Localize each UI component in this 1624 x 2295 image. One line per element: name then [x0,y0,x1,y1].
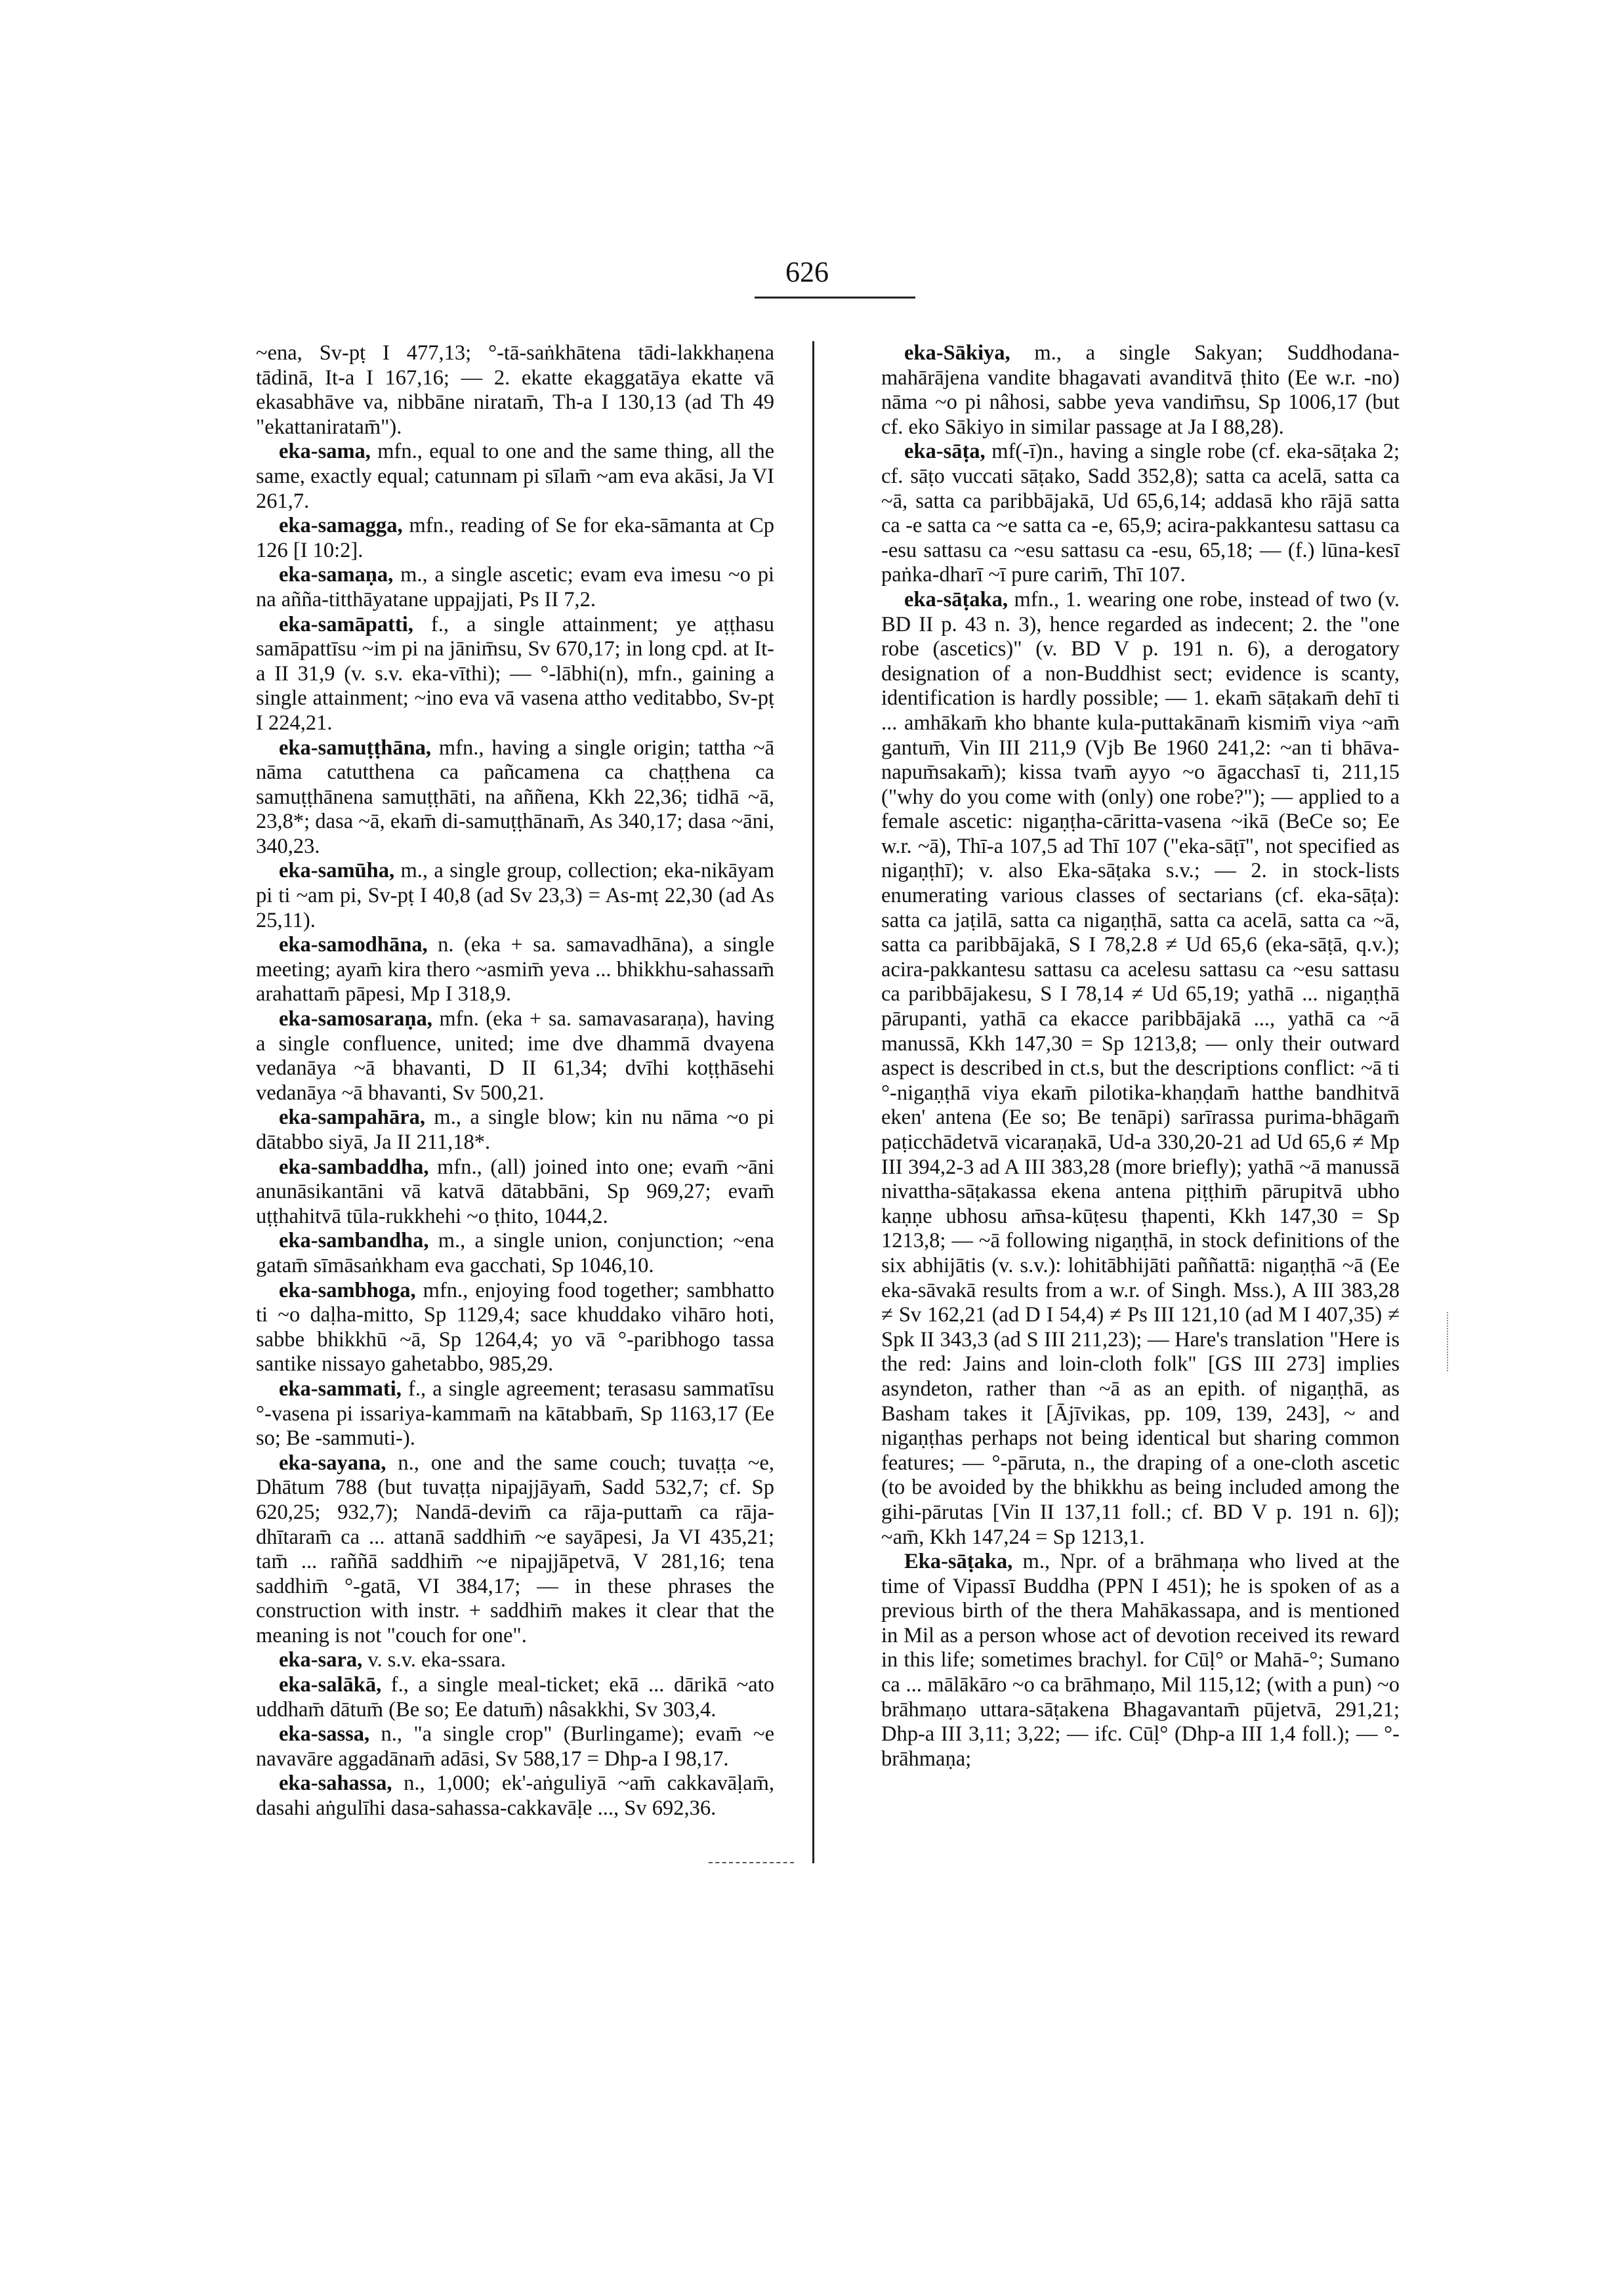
entry-text: n., 1,000; ek'-aṅguliyā ~am̄ cakkavāḷam̄, dasahi aṅgulīhi dasa-sahassa-cakkavāḷe ..., Sv 692,36. [256,1771,774,1821]
dictionary-entry [256,933,774,1007]
entry-text: mfn., reading of Se for eka-sāmanta at Cp 126 [I 10:2]. [256,514,774,562]
entry-text: f., a single agreement; terasasu sammatīsu °-vasena pi issariya-kammam̄ na kātabbam̄, Sp 1163,17 (Ee so; Be -sammuti-). [256,1376,774,1451]
dictionary-entry [881,1550,1400,1771]
dictionary-entry [256,1377,774,1451]
entry-text: ~ena, Sv-pṭ I 477,13; °-tā-saṅkhātena tādi-lakkhaṇena tādinā, It-a I 167,16; — 2. ekatte ekaggatāya ekatte vā ekasabhāve va, nibbāne niratam̄, Th-a I 130,13 (ad Th 49 "ekattaniratam̄"). [256,341,774,439]
entry-headword: eka-sama, [279,440,371,464]
entry-headword: eka-Sākiya, [904,341,1010,365]
scan-edge-mark [1447,1312,1448,1371]
entry-headword: eka-sammati, [279,1376,402,1401]
entry-text: n. (eka + sa. samavadhāna), a single meeting; ayam̄ kira thero ~asmim̄ yeva ... bhikkhu-sahassam̄ arahattam̄ pāpesi, Mp I 318,9. [256,933,774,1006]
dictionary-entry [256,341,774,440]
entry-text: n., "a single crop" (Burlingame); evam̄ ~e navavāre aggadānam̄ adāsi, Sv 588,17 = Dhp-a I 98,17. [256,1722,774,1771]
entry-text: mfn., enjoying food together; sambhatto ti ~o daḷha-mitto, Sp 1129,4; sace khuddako vihāro hoti, sabbe bhikkhū ~ā, Sp 1264,4; yo vā °-paribhogo tassa santike nissayo gahetabbo, 985,29. [256,1278,774,1376]
entry-text: f., a single attainment; ye aṭṭhasu samāpattīsu ~im pi na jānim̄su, Sv 670,17; in long cpd. at It-a II 31,9 (v. s.v. eka-vīthi); — °-lābhi(n), mfn., gaining a single attainment; ~ino eva vā vasena attho veditabbo, Sv-pṭ I 224,21. [256,612,774,735]
scan-mark [709,1862,794,1863]
entry-headword: eka-samāpatti, [279,612,413,636]
entry-headword: eka-sāṭaka, [904,587,1008,611]
dictionary-entry [256,1673,774,1722]
entry-headword: eka-salākā, [279,1673,382,1697]
entry-headword: eka-sassa, [279,1722,370,1747]
entry-headword: eka-samagga, [279,514,403,538]
dictionary-entry [256,1007,774,1106]
dictionary-entry [256,1155,774,1230]
entry-text: mfn., equal to one and the same thing, all the same, exactly equal; catunnam pi sīlam̄ ~am eva akāsi, Ja VI 261,7. [256,440,774,513]
entry-text: m., a single blow; kin nu nāma ~o pi dātabbo siyā, Ja II 211,18*. [256,1106,774,1154]
left-column [256,341,774,1821]
entry-headword: eka-samūha, [279,859,395,883]
entry-headword: eka-samaṇa, [279,563,394,587]
dictionary-entry [256,514,774,563]
entry-text: f., a single meal-ticket; ekā ... dārikā ~ato uddham̄ dātum̄ (Be so; Ee datum̄) nâsakkhi, Sv 303,4. [256,1673,774,1722]
dictionary-entry [256,563,774,612]
entry-text: mfn., having a single origin; tattha ~ā nāma catutthena ca pañcamena ca chaṭṭhena ca samuṭṭhānena samuṭṭhāti, na aññena, Kkh 22,36; tidhā ~ā, 23,8*; dasa ~ā, ekam̄ di-samuṭṭhānam̄, As 340,17; dasa ~āni, 340,23. [256,735,774,858]
entry-text: mfn., 1. wearing one robe, instead of two (v. BD II p. 43 n. 3), hence regarded as indecent; 2. the "one robe (ascetics)" (v. BD V p. 191 n. 6), a derogatory designation of a non-Buddhist sect; evidence is scanty, identification is hardly possible; — 1. ekam̄ sāṭakam̄ dehī ti ... amhākam̄ kho bhante kula-puttakānam̄ kismim̄ viya ~am̄ gantum̄, Vin III 211,9 (Vjb Be 1960 241,2: ~an ti bhāva-napum̄sakam̄); kissa tvam̄ ayyo ~o āgacchasī ti, 211,15 ("why do you come with (only) one robe?"); — applied to a female ascetic: nigaṇṭha-cāritta-vasena ~ikā (BeCe so; Ee w.r. ~ā), Thī-a 107,5 ad Thī 107 ("eka-sāṭī", not specified as nigaṇṭhī); v. also Eka-sāṭaka s.v.; — 2. in stock-lists enumerating various classes of sectarians (cf. eka-sāṭa): satta ca jaṭilā, satta ca nigaṇṭhā, satta ca acelā, satta ca ~ā, satta ca paribbājakā, S I 78,2.8 ≠ Ud 65,6 (eka-sāṭā, q.v.); acira-pakkantesu sattasu ca acelesu sattasu ca ~esu sattasu ca paribbājakesu, S I 78,14 ≠ Ud 65,19; yathā ... nigaṇṭhā pārupanti, yathā ca ekacce paribbājakā ..., yathā ca ~ā manussā, Kkh 147,30 = Sp 1213,8; — only their outward aspect is described in ct.s, but the descriptions conflict: ~ā ti °-nigaṇṭhā viya ekam̄ pilotika-khaṇḍam̄ hatthe bandhitvā eken' antena (Ee so; Be tenāpi) sarīrassa purima-bhāgam̄ paṭicchādetvā vicaraṇakā, Ud-a 330,20-21 ad Ud 65,6 ≠ Mp III 394,2-3 ad A III 383,28 (more briefly); yathā ~ā manussā nivattha-sāṭakassa ekena antena piṭṭhim̄ pārupitvā ubho kaṇṇe ubhosu am̄sa-kūṭesu ṭhapenti, Kkh 147,30 = Sp 1213,8; — ~ā following nigaṇṭhā, in stock definitions of the six abhijātis (v. s.v.): lohitābhijāti paññattā: nigaṇṭhā ~ā (Ee eka-sāvakā results from a w.r. of Singh. Mss.), A III 383,28 ≠ Sv 162,21 (ad D I 54,4) ≠ Ps III 121,10 (ad M I 407,35) ≠ Spk II 343,3 (ad S III 211,23); — Hare's translation "Here is the red: Jains and loin-cloth folk" [GS III 273] implies asyndeton, rather than ~ā as an epith. of nigaṇṭhā, as Basham takes it [Ājīvikas, pp. 109, 139, 243], ~ and nigaṇṭhas perhaps not being identical but sharing common features; — °-pāruta, n., the draping of a one-cloth ascetic (to be avoided by the bhikkhu as being included among the gihi-pārutas [Vin II 137,11 foll.; cf. BD V p. 191 n. 6]); ~am̄, Kkh 147,24 = Sp 1213,1. [881,587,1400,1549]
entry-headword: eka-sambaddha, [279,1155,429,1179]
dictionary-entry [256,1106,774,1155]
header-rule [755,297,915,299]
page-number: 626 [785,256,829,288]
entry-text: m., a single group, collection; eka-nikāyam pi ti ~am pi, Sv-pṭ I 40,8 (ad Sv 23,3) = As-mṭ 22,30 (ad As 25,11). [256,859,774,932]
dictionary-entry [256,736,774,859]
dictionary-entry [881,440,1400,588]
entry-text: mf(-ī)n., having a single robe (cf. eka-sāṭaka 2; cf. sāṭo vuccati sāṭako, Sadd 352,8); satta ca acelā, satta ca ~ā, satta ca paribbājakā, Ud 65,6,14; addasā kho rājā satta ca -e satta ca ~e satta ca -e, 65,9; acira-pakkantesu sattasu ca -esu sattasu ca ~esu sattasu ca -esu, 65,18; — (f.) lūna-kesī paṅka-dharī ~ī pure carim̄, Thī 107. [881,440,1400,587]
dictionary-entry [256,1451,774,1649]
entry-text: m., a single Sakyan; Suddhodana-mahārājena vandite bhagavati avanditvā ṭhito (Ee w.r. -no) nāma ~o pi nâhosi, sabbe yeva vandim̄su, Sp 1006,17 (but cf. eko Sākiyo in similar passage at Ja I 88,28). [881,341,1400,439]
entry-headword: Eka-sāṭaka, [904,1550,1013,1574]
dictionary-entry [256,1771,774,1821]
dictionary-entry [881,588,1400,1550]
entry-text: m., a single union, conjunction; ~ena gatam̄ sīmāsaṅkham eva gacchati, Sp 1046,10. [256,1229,774,1277]
dictionary-entry [256,1648,774,1673]
entry-headword: eka-samodhāna, [279,933,428,957]
column-divider [812,341,814,1863]
entry-text: v. s.v. eka-ssara. [362,1648,506,1672]
entry-headword: eka-sayana, [279,1451,386,1475]
entry-text: mfn. (eka + sa. samavasaraṇa), having a single confluence, united; ime dve dhammā dvayena vedanāya ~ā bhavanti, D II 61,34; dvīhi koṭṭhāsehi vedanāya ~ā bhavanti, Sv 500,21. [256,1007,774,1105]
dictionary-entry [881,341,1400,440]
right-column [881,341,1400,1771]
dictionary-entry [256,440,774,514]
entry-headword: eka-sambandha, [279,1229,429,1253]
entry-text: m., a single ascetic; evam eva imesu ~o pi na añña-titthāyatane uppajjati, Ps II 7,2. [256,563,774,611]
entry-headword: eka-sara, [279,1648,363,1672]
entry-headword: eka-sahassa, [279,1771,392,1796]
entry-headword: eka-samuṭṭhāna, [279,735,432,760]
entry-headword: eka-sambhoga, [279,1278,416,1302]
entry-headword: eka-samosaraṇa, [279,1007,432,1031]
dictionary-entry [256,1229,774,1278]
dictionary-entry [256,1279,774,1377]
dictionary-entry [256,1722,774,1771]
dictionary-entry [256,859,774,933]
entry-headword: eka-sāṭa, [904,440,986,464]
entry-headword: eka-sampahāra, [279,1106,425,1130]
dictionary-entry [256,613,774,736]
entry-text: m., Npr. of a brāhmaṇa who lived at the time of Vipassī Buddha (PPN I 451); he is spoken of as a previous birth of the thera Mahākassapa, and is mentioned in Mil as a person whose act of devotion received its reward in this life; sometimes brachyl. for Cūḷ° or Mahā-°; Sumano ca ... mālākāro ~o ca brāhmaṇo, Mil 115,12; (with a pun) ~o brāhmaṇo uttara-sāṭakena Bhagavantam̄ pūjetvā, 291,21; Dhp-a III 3,11; 3,22; — ifc. Cūḷ° (Dhp-a III 1,4 foll.); — °-brāhmaṇa; [881,1550,1400,1771]
entry-text: n., one and the same couch; tuvaṭṭa ~e, Dhātum 788 (but tuvaṭṭa nipajjāyam̄, Sadd 532,7; cf. Sp 620,25; 932,7); Nandā-devim̄ ca rāja-puttam̄ ca rāja-dhītaram̄ ca ... attanā saddhim̄ ~e sayāpesi, Ja VI 435,21; tam̄ ... raññā saddhim̄ ~e nipajjāpetvā, V 281,16; tena saddhim̄ °-gatā, VI 384,17; — in these phrases the construction with instr. + saddhim̄ makes it clear that the meaning is not "couch for one". [256,1451,774,1647]
entry-text: mfn., (all) joined into one; evam̄ ~āni anunāsikantāni vā katvā dātabbāni, Sp 969,27; evam̄ uṭṭhahitvā tūla-rukkhehi ~o ṭhito, 1044,2. [256,1155,774,1228]
